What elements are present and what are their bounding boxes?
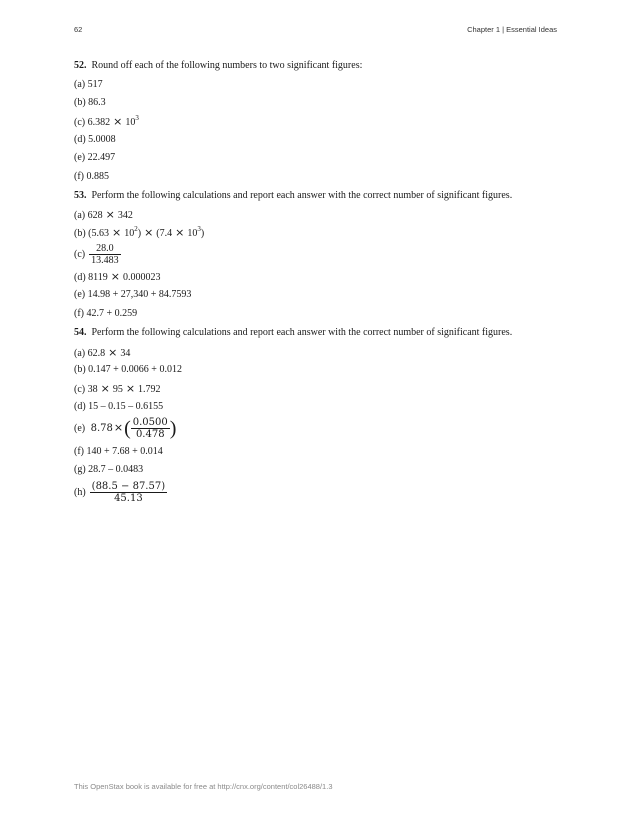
numerator: 28.0 (89, 243, 121, 255)
answer-option: (a) 517 (74, 79, 103, 90)
right-paren: ) (169, 417, 177, 440)
expr-part: 10 (124, 228, 135, 239)
expr-part: 0.000023 (123, 272, 161, 283)
times-sign: × (125, 382, 136, 395)
expr-part: ) (200, 228, 205, 239)
numerator: (88.5 − 87.57) (91, 481, 166, 492)
expr-part: 8.78 (90, 422, 113, 434)
chapter-header: Chapter 1 | Essential Ideas (467, 25, 557, 34)
question-53 (74, 190, 512, 201)
answer-option: (b) 0.147 + 0.0066 + 0.012 (74, 364, 182, 375)
page-number: 62 (74, 25, 83, 34)
denominator: 0.478 (135, 429, 165, 440)
answer-option (74, 208, 133, 221)
answer-option: (e) 14.98 + 27,340 + 84.7593 (74, 289, 192, 300)
times-sign: × (144, 226, 154, 239)
footer-note: This OpenStax book is available for free at http://cnx.org/content/col26488/1.3 (74, 782, 333, 791)
denominator: 13.483 (91, 255, 119, 266)
question-text: Round off each of the following numbers to two significant figures: (91, 60, 363, 71)
answer-option (74, 346, 130, 359)
times-sign: × (110, 270, 121, 283)
expr-part: (b) (5.63 (74, 228, 109, 239)
fraction (90, 481, 167, 504)
answer-option (74, 226, 204, 239)
exponent: 3 (197, 225, 201, 233)
question-text: Perform the following calculations and report each answer with the correct number of significant figures. (91, 190, 513, 201)
answer-option: (b) 86.3 (74, 97, 106, 108)
answer-option (74, 382, 161, 395)
times-sign: × (113, 420, 124, 434)
expr-part: 1.792 (138, 384, 161, 395)
times-sign: × (105, 208, 115, 221)
expr-part: 95 (112, 384, 123, 395)
answer-option: (d) 5.0008 (74, 134, 116, 145)
answer-option: (d) 15 – 0.15 – 0.6155 (74, 401, 164, 412)
question-54 (74, 327, 512, 338)
left-paren: ( (124, 417, 131, 440)
answer-option: (f) 0.885 (74, 171, 109, 182)
times-sign: × (108, 346, 118, 359)
expr-part: (d) 8119 (74, 272, 108, 283)
expr-part: ) (137, 228, 142, 239)
option-label: (h) (74, 486, 86, 498)
exponent: 3 (135, 114, 139, 122)
fraction (89, 243, 121, 266)
expr-part: (a) 62.8 (74, 348, 106, 359)
denominator: 45.13 (114, 493, 143, 504)
answer-option (74, 243, 121, 266)
expr-part: 34 (120, 348, 131, 359)
times-sign: × (113, 115, 123, 128)
times-sign: × (175, 226, 185, 239)
question-52 (74, 60, 362, 71)
expr-part: 10 (125, 117, 136, 128)
answer-option: (g) 28.7 – 0.0483 (74, 464, 144, 475)
question-number: 54. (74, 327, 87, 338)
answer-option: (e) 22.497 (74, 152, 116, 163)
question-number: 52. (74, 60, 87, 71)
exponent: 2 (134, 225, 138, 233)
times-sign: × (112, 226, 122, 239)
answer-option (74, 270, 161, 283)
answer-option (74, 417, 176, 440)
answer-option (74, 481, 167, 504)
expr-part: 342 (117, 210, 133, 221)
fraction (131, 417, 170, 440)
expr-part: (c) 6.382 (74, 117, 111, 128)
question-number: 53. (74, 190, 87, 201)
expr-part: 10 (187, 228, 198, 239)
times-sign: × (100, 382, 110, 395)
question-text: Perform the following calculations and report each answer with the correct number of significant figures. (91, 327, 513, 338)
numerator: 0.0500 (132, 417, 168, 428)
expr-part: (7.4 (156, 228, 173, 239)
answer-option: (f) 140 + 7.68 + 0.014 (74, 446, 163, 457)
answer-option (74, 115, 139, 128)
option-label: (e) (74, 422, 86, 434)
answer-option: (f) 42.7 + 0.259 (74, 308, 138, 319)
expr-part: (c) 38 (74, 384, 98, 395)
option-label: (c) (74, 248, 86, 260)
expr-part: (a) 628 (74, 210, 103, 221)
